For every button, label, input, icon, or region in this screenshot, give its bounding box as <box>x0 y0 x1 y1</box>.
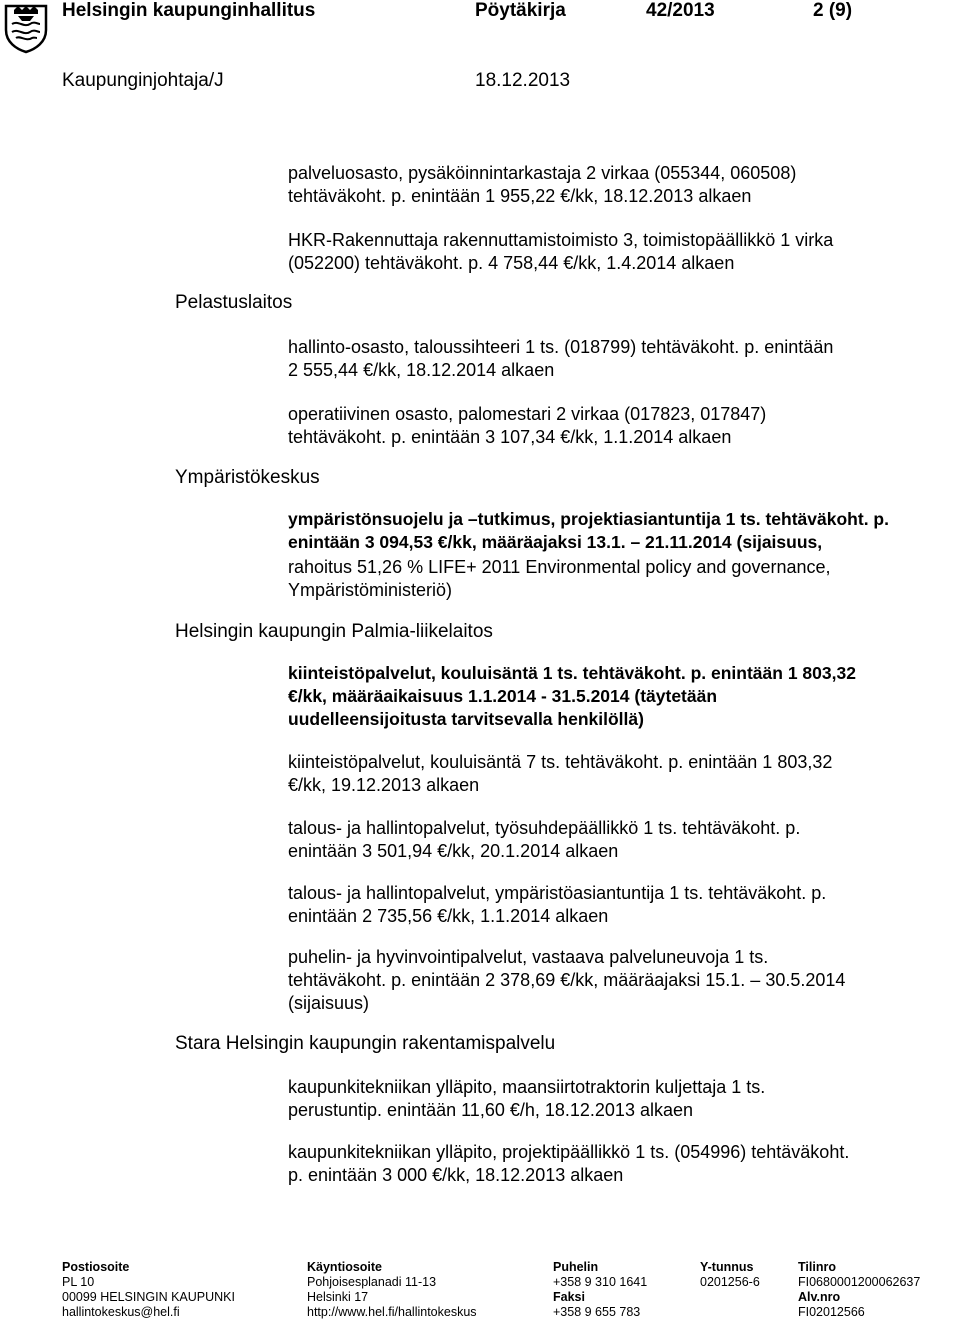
paragraph: palveluosasto, pysäköinnintarkastaja 2 virkaa (055344, 060508) tehtäväkoht. p. enintään 1 955,22 €/kk, 18.12.2013 alkaen <box>288 163 797 206</box>
paragraph: talous- ja hallintopalvelut, ympäristöasiantuntija 1 ts. tehtäväkoht. p. enintään 2 735,56 €/kk, 1.1.2014 alkaen <box>288 883 827 926</box>
department: Kaupunginjohtaja/J <box>62 70 224 91</box>
footer-account: Tilinro FI0680001200062637 Alv.nro FI02012566 <box>798 1260 921 1319</box>
footer-website: http://www.hel.fi/hallintokeskus <box>307 1305 477 1319</box>
doc-number: 42/2013 <box>646 0 715 21</box>
paragraph: kaupunkitekniikan ylläpito, maansiirtotraktorin kuljettaja 1 ts. perustuntip. enintään 11,60 €/h, 18.12.2013 alkaen <box>288 1077 766 1120</box>
paragraph: hallinto-osasto, taloussihteeri 1 ts. (018799) tehtäväkoht. p. enintään 2 555,44 €/kk, 18.12.2014 alkaen <box>288 337 834 380</box>
footer-business-id: Y-tunnus 0201256-6 <box>700 1260 760 1289</box>
section-label-stara: Stara Helsingin kaupungin rakentamispalvelu <box>175 1033 556 1054</box>
paragraph: kaupunkitekniikan ylläpito, projektipäällikkö 1 ts. (054996) tehtäväkoht. p. enintään 3 000 €/kk, 18.12.2013 alkaen <box>288 1142 850 1185</box>
footer-postal-address: Postiosoite PL 10 00099 HELSINGIN KAUPUNKI hallintokeskus@hel.fi <box>62 1260 235 1319</box>
paragraph: rahoitus 51,26 % LIFE+ 2011 Environmental policy and governance, Ympäristöministeriö) <box>288 557 831 600</box>
paragraph: HKR-Rakennuttaja rakennuttamistoimisto 3, toimistopäällikkö 1 virka (052200) tehtäväkoht. p. 4 758,44 €/kk, 1.4.2014 alkaen <box>288 230 834 273</box>
paragraph: puhelin- ja hyvinvointipalvelut, vastaava palveluneuvoja 1 ts. tehtäväkoht. p. enintään 2 378,69 €/kk, määräajaksi 15.1. – 30.5.2014 (sijaisuus) <box>288 947 846 1013</box>
paragraph: talous- ja hallintopalvelut, työsuhdepäällikkö 1 ts. tehtäväkoht. p. enintään 3 501,94 €/kk, 20.1.2014 alkaen <box>288 818 801 861</box>
paragraph: ympäristönsuojelu ja –tutkimus, projektiasiantuntija 1 ts. tehtäväkoht. p. enintään 3 094,53 €/kk, määräajaksi 13.1. – 21.11.2014 (sijaisuus, <box>288 509 889 552</box>
doc-date: 18.12.2013 <box>475 70 571 91</box>
org-name: Helsingin kaupunginhallitus <box>62 0 316 21</box>
paragraph: operatiivinen osasto, palomestari 2 virkaa (017823, 017847) tehtäväkoht. p. enintään 3 107,34 €/kk, 1.1.2014 alkaen <box>288 404 767 447</box>
section-label-pelastuslaitos: Pelastuslaitos <box>175 292 293 313</box>
footer-phone: Puhelin +358 9 310 1641 Faksi +358 9 655 783 <box>553 1260 648 1319</box>
helsinki-crest-icon <box>2 2 50 54</box>
footer-email: hallintokeskus@hel.fi <box>62 1305 180 1319</box>
paragraph: kiinteistöpalvelut, kouluisäntä 1 ts. tehtäväkoht. p. enintään 1 803,32 €/kk, määräaikaisuus 1.1.2014 - 31.5.2014 (täytetään uudelleensijoitusta tarvitsevalla henkilöllä) <box>288 663 856 729</box>
section-label-ymparistokeskus: Ympäristökeskus <box>175 467 320 488</box>
page-number: 2 (9) <box>813 0 853 21</box>
doc-type: Pöytäkirja <box>475 0 566 21</box>
footer-visiting-address: Käyntiosoite Pohjoisesplanadi 11-13 Helsinki 17 http://www.hel.fi/hallintokeskus <box>307 1260 477 1319</box>
paragraph: kiinteistöpalvelut, kouluisäntä 7 ts. tehtäväkoht. p. enintään 1 803,32 €/kk, 19.12.2013 alkaen <box>288 752 833 795</box>
section-label-palmia: Helsingin kaupungin Palmia-liikelaitos <box>175 621 493 642</box>
